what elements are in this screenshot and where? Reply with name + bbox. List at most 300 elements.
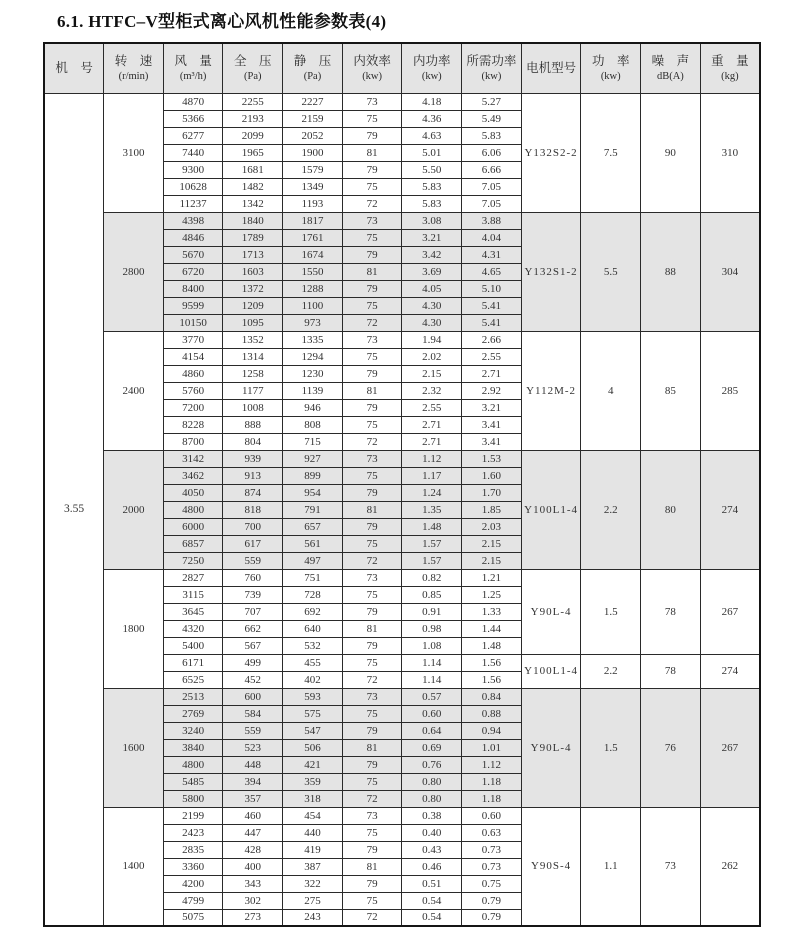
efficiency-cell: 75 [342,586,402,603]
efficiency-cell: 73 [342,807,402,824]
efficiency-cell: 72 [342,433,402,450]
weight-cell: 262 [700,807,760,926]
motor-model-cell: Y112M-2 [521,331,581,450]
static-pressure-cell: 715 [283,433,343,450]
column-header [163,43,223,93]
speed-cell: 2800 [104,212,164,331]
weight-cell: 304 [700,212,760,331]
total-pressure-cell: 1789 [223,229,283,246]
internal-power-cell: 2.02 [402,348,462,365]
internal-power-cell: 0.43 [402,841,462,858]
efficiency-cell: 79 [342,603,402,620]
airflow-cell: 4870 [163,93,223,110]
required-power-cell: 1.56 [462,671,522,688]
table-row [44,93,760,110]
internal-power-cell: 2.15 [402,365,462,382]
internal-power-cell: 0.82 [402,569,462,586]
noise-cell: 88 [641,212,701,331]
airflow-cell: 3360 [163,858,223,875]
noise-cell: 80 [641,450,701,569]
internal-power-cell: 3.21 [402,229,462,246]
motor-model-cell: Y90L-4 [521,569,581,654]
static-pressure-cell: 973 [283,314,343,331]
total-pressure-cell: 1840 [223,212,283,229]
total-pressure-cell: 1095 [223,314,283,331]
internal-power-cell: 1.48 [402,518,462,535]
airflow-cell: 3240 [163,722,223,739]
airflow-cell: 6000 [163,518,223,535]
efficiency-cell: 75 [342,892,402,909]
column-header-unit: (kw) [600,70,621,82]
static-pressure-cell: 791 [283,501,343,518]
total-pressure-cell: 1603 [223,263,283,280]
required-power-cell: 1.12 [462,756,522,773]
static-pressure-cell: 2227 [283,93,343,110]
required-power-cell: 0.63 [462,824,522,841]
internal-power-cell: 0.91 [402,603,462,620]
total-pressure-cell: 1258 [223,365,283,382]
efficiency-cell: 75 [342,705,402,722]
column-header-unit: (Pa) [303,70,322,82]
total-pressure-cell: 343 [223,875,283,892]
efficiency-cell: 72 [342,314,402,331]
efficiency-cell: 79 [342,127,402,144]
static-pressure-cell: 454 [283,807,343,824]
required-power-cell: 3.41 [462,433,522,450]
internal-power-cell: 1.12 [402,450,462,467]
required-power-cell: 1.18 [462,773,522,790]
internal-power-cell: 0.54 [402,909,462,926]
motor-model-cell: Y132S1-2 [521,212,581,331]
required-power-cell: 1.48 [462,637,522,654]
required-power-cell: 1.18 [462,790,522,807]
total-pressure-cell: 559 [223,552,283,569]
column-header-label: 电机型号 [526,60,577,75]
total-pressure-cell: 1352 [223,331,283,348]
internal-power-cell: 1.94 [402,331,462,348]
airflow-cell: 6525 [163,671,223,688]
static-pressure-cell: 1230 [283,365,343,382]
table-row [44,331,760,348]
header-row [44,43,760,93]
column-header [44,43,104,93]
required-power-cell: 7.05 [462,195,522,212]
noise-cell: 90 [641,93,701,212]
noise-cell: 73 [641,807,701,926]
table-row [44,807,760,824]
required-power-cell: 5.49 [462,110,522,127]
internal-power-cell: 2.71 [402,416,462,433]
speed-cell: 3100 [104,93,164,212]
static-pressure-cell: 899 [283,467,343,484]
column-header [223,43,283,93]
airflow-cell: 4800 [163,756,223,773]
total-pressure-cell: 913 [223,467,283,484]
airflow-cell: 6277 [163,127,223,144]
noise-cell: 78 [641,569,701,654]
required-power-cell: 2.92 [462,382,522,399]
column-header-unit: (r/min) [118,70,149,82]
required-power-cell: 3.88 [462,212,522,229]
internal-power-cell: 5.83 [402,195,462,212]
static-pressure-cell: 808 [283,416,343,433]
efficiency-cell: 81 [342,263,402,280]
required-power-cell: 2.03 [462,518,522,535]
static-pressure-cell: 751 [283,569,343,586]
efficiency-cell: 79 [342,161,402,178]
internal-power-cell: 3.42 [402,246,462,263]
efficiency-cell: 75 [342,416,402,433]
internal-power-cell: 3.08 [402,212,462,229]
static-pressure-cell: 1294 [283,348,343,365]
airflow-cell: 2769 [163,705,223,722]
noise-cell: 78 [641,654,701,688]
internal-power-cell: 5.83 [402,178,462,195]
required-power-cell: 2.15 [462,552,522,569]
static-pressure-cell: 927 [283,450,343,467]
internal-power-cell: 1.14 [402,654,462,671]
internal-power-cell: 1.14 [402,671,462,688]
static-pressure-cell: 359 [283,773,343,790]
weight-cell: 310 [700,93,760,212]
efficiency-cell: 75 [342,110,402,127]
total-pressure-cell: 428 [223,841,283,858]
total-pressure-cell: 1713 [223,246,283,263]
total-pressure-cell: 617 [223,535,283,552]
airflow-cell: 5800 [163,790,223,807]
required-power-cell: 6.06 [462,144,522,161]
total-pressure-cell: 2099 [223,127,283,144]
total-pressure-cell: 567 [223,637,283,654]
airflow-cell: 4050 [163,484,223,501]
required-power-cell: 1.60 [462,467,522,484]
efficiency-cell: 81 [342,739,402,756]
required-power-cell: 5.27 [462,93,522,110]
column-header [402,43,462,93]
required-power-cell: 1.70 [462,484,522,501]
efficiency-cell: 75 [342,824,402,841]
static-pressure-cell: 593 [283,688,343,705]
internal-power-cell: 0.80 [402,790,462,807]
required-power-cell: 4.65 [462,263,522,280]
total-pressure-cell: 707 [223,603,283,620]
static-pressure-cell: 419 [283,841,343,858]
internal-power-cell: 4.18 [402,93,462,110]
static-pressure-cell: 421 [283,756,343,773]
column-header-label: 全 压 [234,53,272,68]
total-pressure-cell: 939 [223,450,283,467]
static-pressure-cell: 243 [283,909,343,926]
speed-cell: 2000 [104,450,164,569]
airflow-cell: 5075 [163,909,223,926]
efficiency-cell: 73 [342,688,402,705]
efficiency-cell: 72 [342,671,402,688]
efficiency-cell: 81 [342,858,402,875]
airflow-cell: 11237 [163,195,223,212]
column-header-unit: (kw) [421,70,442,82]
total-pressure-cell: 1209 [223,297,283,314]
static-pressure-cell: 728 [283,586,343,603]
efficiency-cell: 79 [342,722,402,739]
total-pressure-cell: 499 [223,654,283,671]
efficiency-cell: 79 [342,637,402,654]
airflow-cell: 2423 [163,824,223,841]
static-pressure-cell: 954 [283,484,343,501]
machine-no-cell: 3.55 [44,93,104,926]
airflow-cell: 4860 [163,365,223,382]
efficiency-cell: 73 [342,569,402,586]
noise-cell: 85 [641,331,701,450]
airflow-cell: 8700 [163,433,223,450]
static-pressure-cell: 1579 [283,161,343,178]
total-pressure-cell: 357 [223,790,283,807]
static-pressure-cell: 657 [283,518,343,535]
efficiency-cell: 79 [342,875,402,892]
column-header [641,43,701,93]
airflow-cell: 6720 [163,263,223,280]
internal-power-cell: 0.57 [402,688,462,705]
column-header-label: 内功率 [413,53,451,68]
airflow-cell: 5670 [163,246,223,263]
efficiency-cell: 72 [342,790,402,807]
column-header [462,43,522,93]
total-pressure-cell: 2255 [223,93,283,110]
static-pressure-cell: 640 [283,620,343,637]
internal-power-cell: 0.46 [402,858,462,875]
total-pressure-cell: 1681 [223,161,283,178]
column-header [521,43,581,93]
efficiency-cell: 79 [342,841,402,858]
efficiency-cell: 72 [342,195,402,212]
column-header [581,43,641,93]
internal-power-cell: 1.35 [402,501,462,518]
required-power-cell: 0.84 [462,688,522,705]
static-pressure-cell: 692 [283,603,343,620]
airflow-cell: 2827 [163,569,223,586]
static-pressure-cell: 1817 [283,212,343,229]
static-pressure-cell: 455 [283,654,343,671]
total-pressure-cell: 273 [223,909,283,926]
required-power-cell: 3.21 [462,399,522,416]
airflow-cell: 7250 [163,552,223,569]
static-pressure-cell: 322 [283,875,343,892]
static-pressure-cell: 1761 [283,229,343,246]
total-pressure-cell: 1008 [223,399,283,416]
efficiency-cell: 81 [342,620,402,637]
column-header [104,43,164,93]
efficiency-cell: 72 [342,552,402,569]
static-pressure-cell: 1674 [283,246,343,263]
airflow-cell: 7440 [163,144,223,161]
motor-power-cell: 1.5 [581,688,641,807]
airflow-cell: 4154 [163,348,223,365]
internal-power-cell: 5.01 [402,144,462,161]
weight-cell: 267 [700,569,760,654]
required-power-cell: 0.60 [462,807,522,824]
required-power-cell: 0.79 [462,892,522,909]
table-row [44,450,760,467]
total-pressure-cell: 1177 [223,382,283,399]
efficiency-cell: 79 [342,518,402,535]
efficiency-cell: 73 [342,331,402,348]
internal-power-cell: 4.63 [402,127,462,144]
efficiency-cell: 73 [342,450,402,467]
internal-power-cell: 2.71 [402,433,462,450]
airflow-cell: 6171 [163,654,223,671]
required-power-cell: 1.85 [462,501,522,518]
internal-power-cell: 2.55 [402,399,462,416]
required-power-cell: 0.88 [462,705,522,722]
total-pressure-cell: 584 [223,705,283,722]
airflow-cell: 4846 [163,229,223,246]
airflow-cell: 5366 [163,110,223,127]
static-pressure-cell: 1139 [283,382,343,399]
motor-model-cell: Y100L1-4 [521,654,581,688]
static-pressure-cell: 1900 [283,144,343,161]
airflow-cell: 3840 [163,739,223,756]
static-pressure-cell: 2052 [283,127,343,144]
total-pressure-cell: 1314 [223,348,283,365]
table-row [44,212,760,229]
internal-power-cell: 4.36 [402,110,462,127]
required-power-cell: 0.94 [462,722,522,739]
static-pressure-cell: 497 [283,552,343,569]
internal-power-cell: 1.57 [402,552,462,569]
total-pressure-cell: 600 [223,688,283,705]
static-pressure-cell: 387 [283,858,343,875]
required-power-cell: 6.66 [462,161,522,178]
static-pressure-cell: 1335 [283,331,343,348]
column-header-label: 转 速 [114,53,153,68]
efficiency-cell: 81 [342,501,402,518]
total-pressure-cell: 760 [223,569,283,586]
static-pressure-cell: 318 [283,790,343,807]
internal-power-cell: 4.30 [402,297,462,314]
column-header-unit: (kw) [481,70,502,82]
airflow-cell: 10628 [163,178,223,195]
motor-power-cell: 1.5 [581,569,641,654]
efficiency-cell: 75 [342,773,402,790]
motor-power-cell: 1.1 [581,807,641,926]
airflow-cell: 3645 [163,603,223,620]
column-header-label: 风 量 [174,53,212,68]
internal-power-cell: 0.54 [402,892,462,909]
total-pressure-cell: 1342 [223,195,283,212]
column-header-label: 所需功率 [466,53,517,68]
efficiency-cell: 79 [342,246,402,263]
total-pressure-cell: 523 [223,739,283,756]
total-pressure-cell: 400 [223,858,283,875]
airflow-cell: 2513 [163,688,223,705]
airflow-cell: 5400 [163,637,223,654]
required-power-cell: 1.21 [462,569,522,586]
total-pressure-cell: 804 [223,433,283,450]
required-power-cell: 0.79 [462,909,522,926]
internal-power-cell: 0.85 [402,586,462,603]
internal-power-cell: 5.50 [402,161,462,178]
total-pressure-cell: 448 [223,756,283,773]
internal-power-cell: 0.60 [402,705,462,722]
required-power-cell: 4.31 [462,246,522,263]
airflow-cell: 5760 [163,382,223,399]
speed-cell: 1800 [104,569,164,688]
column-header [342,43,402,93]
internal-power-cell: 0.64 [402,722,462,739]
column-header-unit: dB(A) [656,70,684,82]
weight-cell: 267 [700,688,760,807]
airflow-cell: 9300 [163,161,223,178]
efficiency-cell: 79 [342,399,402,416]
motor-power-cell: 5.5 [581,212,641,331]
efficiency-cell: 75 [342,535,402,552]
total-pressure-cell: 662 [223,620,283,637]
total-pressure-cell: 302 [223,892,283,909]
efficiency-cell: 72 [342,909,402,926]
total-pressure-cell: 1965 [223,144,283,161]
internal-power-cell: 3.69 [402,263,462,280]
speed-cell: 1600 [104,688,164,807]
required-power-cell: 5.83 [462,127,522,144]
column-header-label: 重 量 [711,53,749,68]
efficiency-cell: 75 [342,654,402,671]
column-header-label: 机 号 [55,60,93,75]
internal-power-cell: 4.05 [402,280,462,297]
noise-cell: 76 [641,688,701,807]
required-power-cell: 5.41 [462,297,522,314]
airflow-cell: 8400 [163,280,223,297]
table-row [44,688,760,705]
column-header-label: 静 压 [293,53,332,68]
speed-cell: 2400 [104,331,164,450]
airflow-cell: 7200 [163,399,223,416]
internal-power-cell: 0.38 [402,807,462,824]
internal-power-cell: 1.17 [402,467,462,484]
static-pressure-cell: 506 [283,739,343,756]
internal-power-cell: 2.32 [402,382,462,399]
airflow-cell: 3115 [163,586,223,603]
internal-power-cell: 0.76 [402,756,462,773]
required-power-cell: 5.10 [462,280,522,297]
required-power-cell: 1.44 [462,620,522,637]
speed-cell: 1400 [104,807,164,926]
efficiency-cell: 75 [342,297,402,314]
motor-model-cell: Y90S-4 [521,807,581,926]
airflow-cell: 2199 [163,807,223,824]
internal-power-cell: 1.08 [402,637,462,654]
airflow-cell: 4800 [163,501,223,518]
total-pressure-cell: 1372 [223,280,283,297]
efficiency-cell: 81 [342,144,402,161]
static-pressure-cell: 275 [283,892,343,909]
airflow-cell: 3462 [163,467,223,484]
efficiency-cell: 79 [342,280,402,297]
airflow-cell: 10150 [163,314,223,331]
static-pressure-cell: 946 [283,399,343,416]
page-title: 6.1. HTFC–V型柜式离心风机性能参数表(4) [57,12,387,31]
required-power-cell: 7.05 [462,178,522,195]
column-header-unit: (kw) [362,70,383,82]
required-power-cell: 4.04 [462,229,522,246]
required-power-cell: 0.75 [462,875,522,892]
internal-power-cell: 0.80 [402,773,462,790]
static-pressure-cell: 1193 [283,195,343,212]
static-pressure-cell: 532 [283,637,343,654]
airflow-cell: 3770 [163,331,223,348]
static-pressure-cell: 1550 [283,263,343,280]
table-header [44,43,760,93]
required-power-cell: 2.55 [462,348,522,365]
required-power-cell: 0.73 [462,841,522,858]
